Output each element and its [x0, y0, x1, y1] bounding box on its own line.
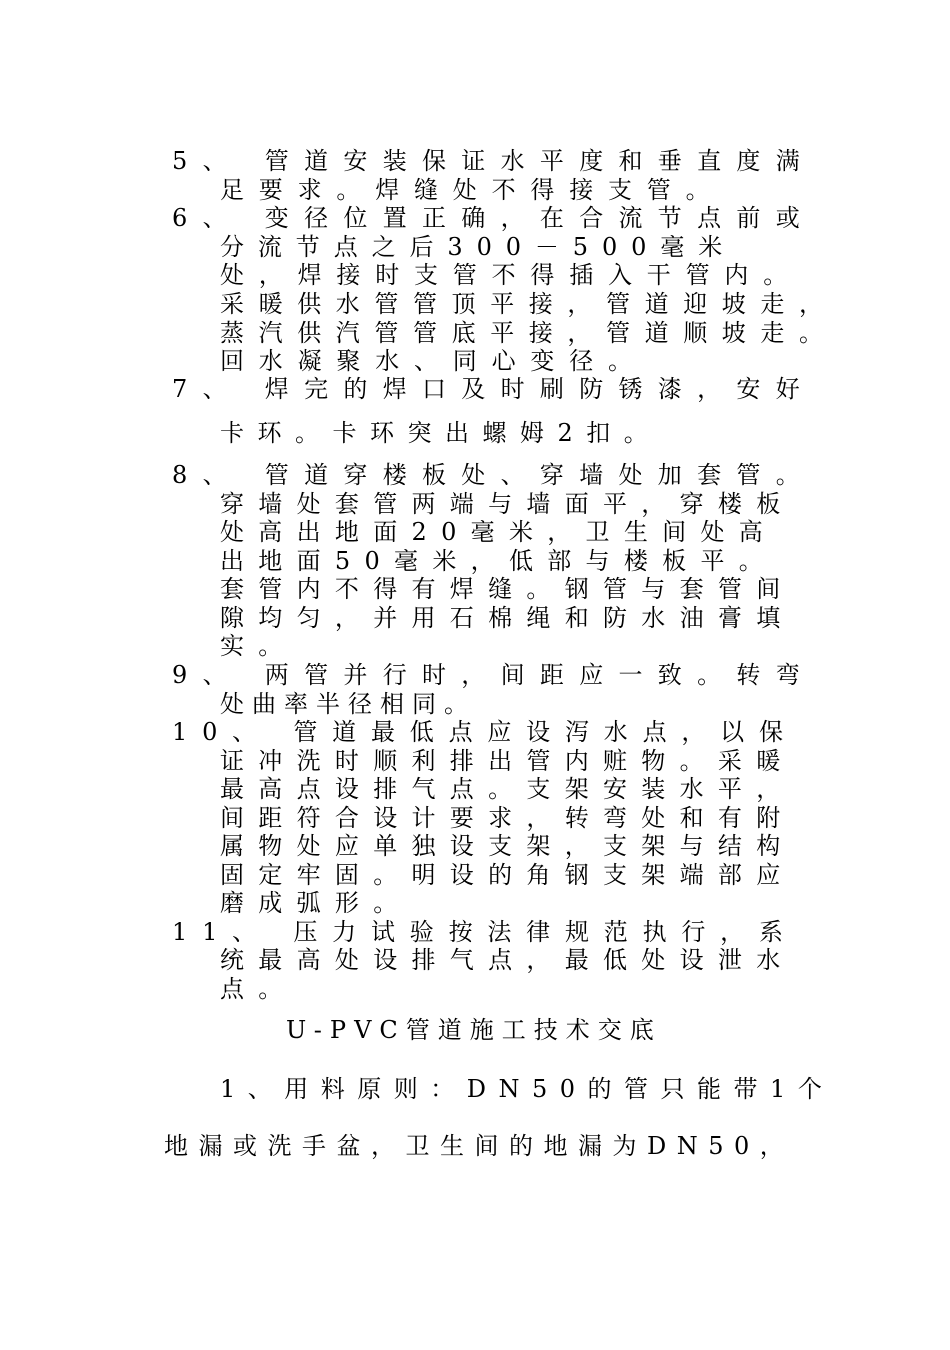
item-8-line-1: 8、 管道穿楼板处、穿墙处加套管。 [172, 461, 815, 489]
item-8-line-3: 处高出地面20毫米，卫生间处高 [220, 518, 778, 546]
section-title: U-PVC管道施工技术交底 [286, 1016, 662, 1044]
item-10-line-7: 磨成弧形。 [220, 889, 412, 917]
item-10-line-3: 最高点设排气点。支架安装水平， [220, 775, 795, 803]
item-11-line-1: 11、 压力试验按法律规范执行，系 [172, 918, 798, 946]
item-9-line-2: 处曲率半径相同。 [220, 690, 476, 718]
body-line-2: 地漏或洗手盆，卫生间的地漏为DN50， [164, 1132, 795, 1160]
item-5-line-1: 5、 管道安装保证水平度和垂直度满 [172, 147, 815, 175]
item-5-line-2: 足要求。焊缝处不得接支管。 [220, 176, 725, 204]
item-7-line-2: 卡环。卡环突出螺姆2扣。 [220, 419, 662, 447]
item-6-line-1: 6、 变径位置正确，在合流节点前或 [172, 204, 815, 232]
item-8-line-5: 套管内不得有焊缝。钢管与套管间 [220, 575, 795, 603]
item-11-line-2: 统最高处设排气点，最低处设泄水 [220, 946, 795, 974]
item-10-line-6: 固定牢固。明设的角钢支架端部应 [220, 861, 795, 889]
item-6-line-5: 蒸汽供汽管管底平接，管道顺坡走。 [220, 319, 838, 347]
item-10-line-4: 间距符合设计要求，转弯处和有附 [220, 804, 795, 832]
item-10-line-5: 属物处应单独设支架，支架与结构 [220, 832, 795, 860]
item-6-line-2: 分流节点之后300－500毫米 [220, 233, 737, 261]
item-11-line-3: 点。 [220, 975, 297, 1003]
item-9-line-1: 9、 两管并行时，间距应一致。转弯 [172, 661, 815, 689]
body-line-1: 1、用料原则：DN50的管只能带1个 [220, 1075, 835, 1103]
item-6-line-3: 处，焊接时支管不得插入干管内。 [220, 261, 802, 289]
item-10-line-1: 10、 管道最低点应设泻水点，以保 [172, 718, 798, 746]
item-8-line-4: 出地面50毫米，低部与楼板平。 [220, 547, 778, 575]
item-6-line-6: 回水凝聚水、同心变径。 [220, 347, 647, 375]
item-8-line-6: 隙均匀，并用石棉绳和防水油膏填 [220, 604, 795, 632]
item-6-line-4: 采暖供水管管顶平接，管道迎坡走， [220, 290, 838, 318]
item-7-line-1: 7、 焊完的焊口及时刷防锈漆，安好 [172, 375, 815, 403]
item-8-line-2: 穿墙处套管两端与墙面平，穿楼板 [220, 490, 795, 518]
item-8-line-7: 实。 [220, 632, 297, 660]
item-10-line-2: 证冲洗时顺利排出管内赃物。采暖 [220, 747, 795, 775]
